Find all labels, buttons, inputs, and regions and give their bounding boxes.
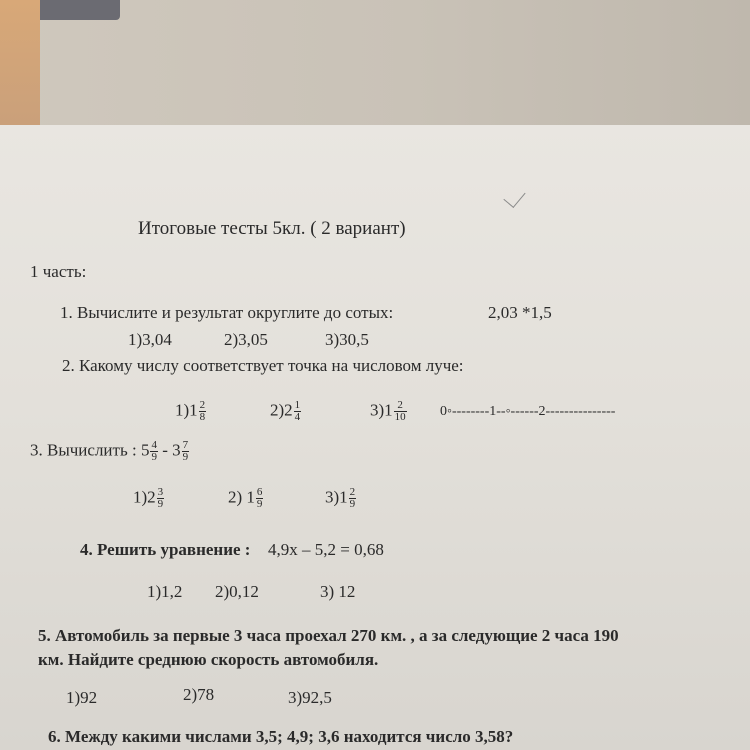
background-object [40, 0, 120, 20]
q3-fraction-a [150, 440, 158, 463]
fraction-numerator: 6 [256, 486, 263, 498]
fraction-denominator: 9 [182, 451, 189, 463]
q4-option-1: 1)1,2 [147, 582, 183, 601]
q3-option-3-prefix: 3)1 [325, 487, 348, 507]
q3-option-1-prefix: 1)2 [133, 487, 156, 507]
question-3 [30, 440, 189, 463]
q3-option-2-fraction [256, 487, 264, 510]
fraction-numerator: 4 [151, 439, 157, 451]
question-1-text: 1. Вычислите и результат округлите до сотых: [60, 303, 394, 322]
question-5-line-2: км. Найдите среднюю скорость автомобиля. [38, 650, 379, 669]
fraction-numerator: 7 [182, 439, 189, 451]
fraction-denominator: 10 [394, 411, 406, 423]
question-4-expression: 4,9x – 5,2 = 0,68 [268, 540, 384, 559]
q2-option-1-fraction [199, 400, 207, 423]
fraction-numerator: 2 [199, 399, 206, 411]
fraction-denominator: 9 [349, 498, 356, 510]
fraction-numerator: 2 [349, 486, 356, 498]
q3-fraction-b [182, 440, 190, 463]
q3-option-3 [325, 487, 356, 510]
fraction-denominator: 4 [294, 411, 301, 423]
q5-option-3: 3)92,5 [288, 688, 332, 707]
q3-option-3-fraction [349, 487, 357, 510]
page-title: Итоговые тесты 5кл. ( 2 вариант) [138, 218, 406, 239]
question-6-text: 6. Между какими числами 3,5; 4,9; 3,6 находится число 3,58? [48, 727, 514, 746]
q2-option-1-prefix: 1)1 [175, 400, 198, 420]
number-ray: 0◦--------1--◦------2--------------- [440, 404, 616, 419]
q2-option-2 [270, 400, 301, 423]
question-3-text: 3. Вычислить : 5 [30, 440, 150, 460]
q4-option-2: 2)0,12 [215, 582, 259, 601]
q2-option-3 [370, 400, 407, 423]
q1-option-3: 3)30,5 [325, 330, 369, 349]
question-2-text: 2. Какому числу соответствует точка на числовом луче: [62, 356, 464, 375]
fraction-numerator: 3 [157, 486, 164, 498]
q5-option-1: 1)92 [66, 688, 98, 707]
question-5-line-1: 5. Автомобиль за первые 3 часа проехал 270 км. , а за следующие 2 часа 190 [38, 626, 619, 645]
fraction-denominator: 8 [199, 411, 206, 423]
q3-minus: - 3 [157, 440, 181, 460]
fraction-denominator: 9 [151, 451, 157, 463]
question-1 [60, 303, 393, 323]
q4-option-3: 3) 12 [320, 582, 356, 601]
q2-option-2-fraction [294, 400, 302, 423]
question-1-expression: 2,03 *1,5 [488, 303, 552, 322]
q3-option-1-fraction [157, 487, 165, 510]
q1-option-1: 1)3,04 [128, 330, 172, 349]
fraction-denominator: 9 [157, 498, 164, 510]
fraction-numerator: 2 [394, 400, 407, 412]
q3-option-1 [133, 487, 164, 510]
q2-option-1 [175, 400, 206, 423]
q2-option-3-prefix: 3)1 [370, 400, 393, 420]
q3-option-2-prefix: 2) 1 [228, 487, 255, 507]
q2-option-3-fraction [394, 400, 407, 423]
background-frame [0, 0, 40, 125]
q1-option-2: 2)3,05 [224, 330, 268, 349]
question-4-text: 4. Решить уравнение : [80, 540, 251, 559]
fraction-denominator: 9 [256, 498, 263, 510]
fraction-numerator: 1 [294, 399, 301, 411]
part-label: 1 часть: [30, 262, 87, 281]
q2-option-2-prefix: 2)2 [270, 400, 293, 420]
q3-option-2 [228, 487, 263, 510]
q5-option-2: 2)78 [183, 685, 215, 704]
